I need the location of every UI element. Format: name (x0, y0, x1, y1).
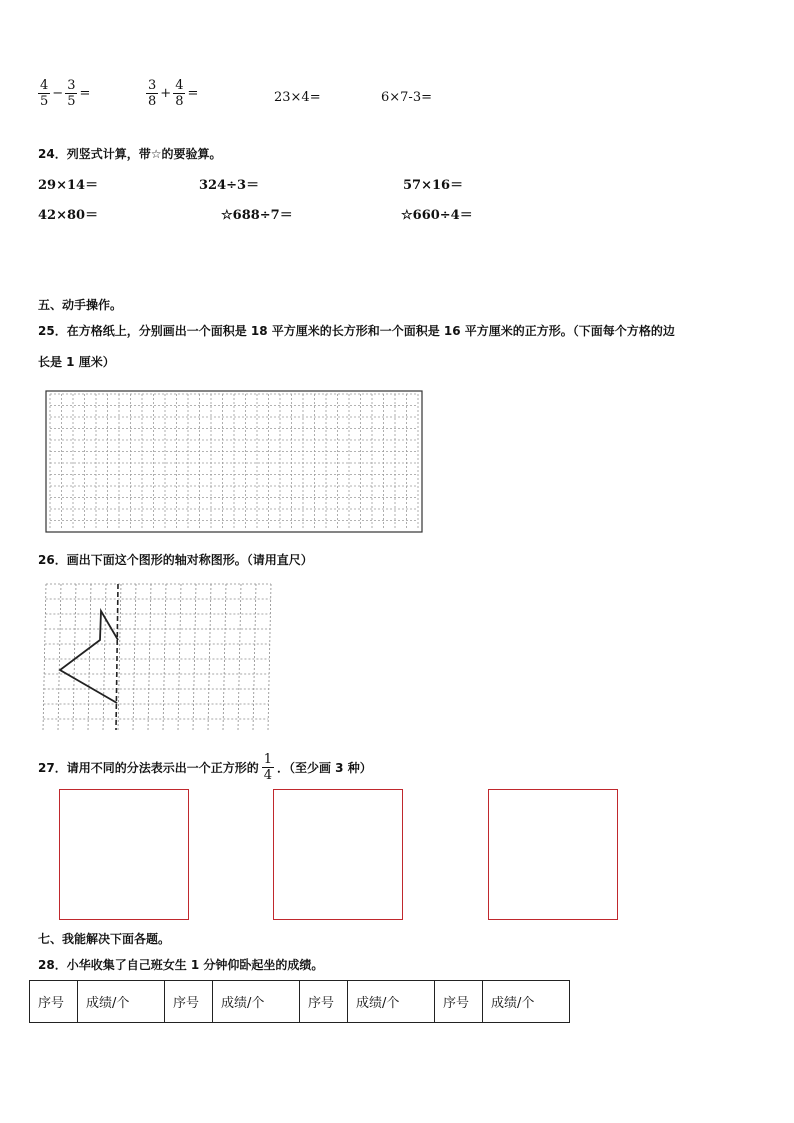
sit-up-score-table (29, 980, 570, 1023)
grid-line (253, 584, 256, 730)
answer-square-2[interactable] (273, 789, 403, 920)
answer-square-3[interactable] (488, 789, 618, 920)
q24-title: 24．列竖式计算，带☆的要验算。 (38, 147, 222, 161)
section-five-title: 五、动手操作。 (38, 298, 123, 312)
table-header-cell: 成绩/个 (483, 981, 570, 1023)
grid-line (118, 584, 121, 730)
q24-item: 29×14＝ (38, 178, 99, 193)
fraction: $\frac{4}{5}$ (40, 78, 49, 109)
symmetry-grid (38, 578, 278, 736)
table-header-cell: 序号 (300, 981, 348, 1023)
grid-line (223, 584, 226, 730)
q26-title: 26．画出下面这个图形的轴对称图形。（请用直尺） (38, 553, 313, 567)
square-grid-paper (45, 389, 425, 534)
fraction: $\frac{4}{8}$ (175, 78, 184, 109)
grid-line (163, 584, 166, 730)
q24-item: 57×16＝ (403, 178, 464, 193)
q28-title: 28．小华收集了自己班女生 1 分钟仰卧起坐的成绩。 (38, 958, 324, 972)
grid-line (73, 584, 76, 730)
grid-line (178, 584, 181, 730)
table-header-cell: 序号 (30, 981, 78, 1023)
table-header-cell: 成绩/个 (213, 981, 300, 1023)
fraction-one-quarter: $\frac{1}{4}$ (263, 752, 272, 783)
q24-item: 42×80＝ (38, 208, 99, 223)
grid-line (88, 584, 91, 730)
answer-square-1[interactable] (59, 789, 189, 920)
table-header-row (30, 981, 570, 1023)
q27-title: 27．请用不同的分法表示出一个正方形的 $\frac{1}{4}$ ．（至少画 3 种） (38, 752, 372, 783)
section-seven-title: 七、我能解决下面各题。 (38, 932, 171, 946)
grid-line (148, 584, 151, 730)
grid-line (208, 584, 211, 730)
grid-line (268, 584, 271, 730)
q24-item: 324÷3＝ (199, 178, 260, 193)
grid-line (43, 584, 46, 730)
q25-line2: 长是 1 厘米） (38, 355, 115, 369)
grid-line (193, 584, 196, 730)
grid-line (58, 584, 61, 730)
q24-item: ☆688÷7＝ (221, 208, 293, 223)
q23-expr-2: $\frac{3}{8}$ + $\frac{4}{8}$ = (148, 78, 199, 109)
table-header-cell: 成绩/个 (78, 981, 165, 1023)
symmetry-axis (116, 584, 118, 730)
grid-line (238, 584, 241, 730)
q25-line1: 25．在方格纸上，分别画出一个面积是 18 平方厘米的长方形和一个面积是 16 平方厘米的正方形。（下面每个方格的边 (38, 324, 675, 338)
grid-line (133, 584, 136, 730)
table-header-cell: 序号 (435, 981, 483, 1023)
q23-expr-1: $\frac{4}{5}$ − $\frac{3}{5}$ = (40, 78, 91, 109)
table-header-cell: 成绩/个 (348, 981, 435, 1023)
fraction: $\frac{3}{5}$ (67, 78, 76, 109)
q23-expr-4: 6×7-3= (381, 90, 432, 105)
fraction: $\frac{3}{8}$ (148, 78, 157, 109)
grid-line (103, 584, 106, 730)
table-header-cell: 序号 (165, 981, 213, 1023)
q23-expr-3: 23×4= (274, 90, 321, 105)
q24-item: ☆660÷4＝ (401, 208, 473, 223)
